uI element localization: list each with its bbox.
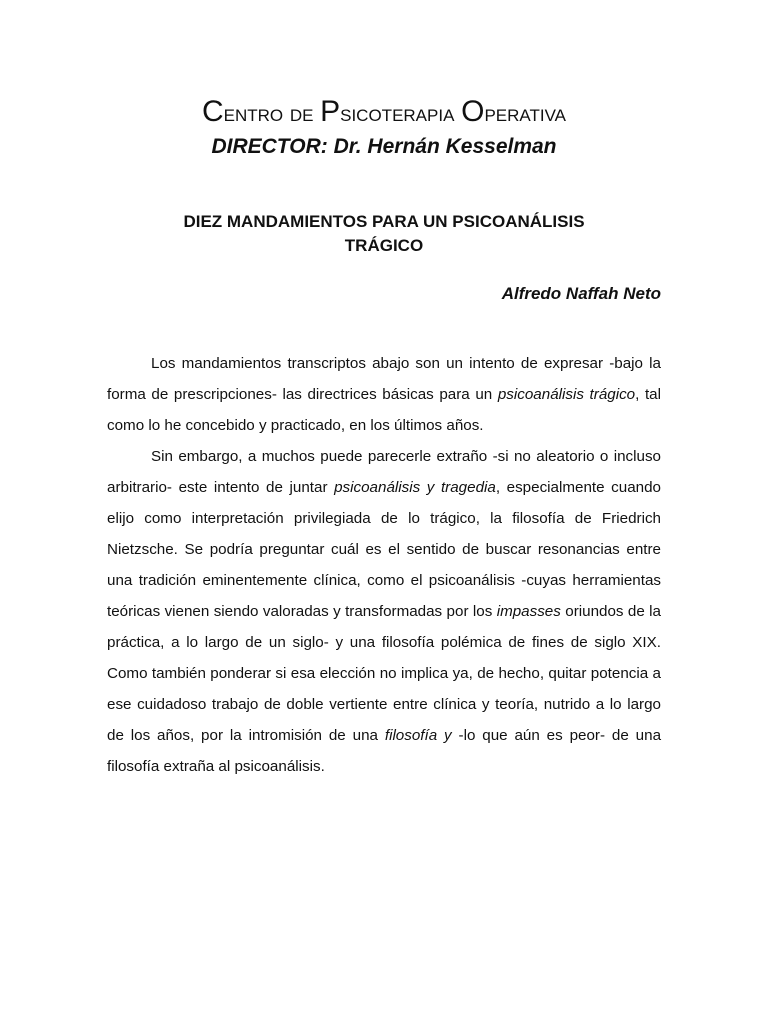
paragraph-2-emphasis-2: impasses — [496, 603, 561, 620]
paragraph-2-emphasis-1: psicoanálisis y tragedia — [334, 479, 496, 496]
body-text — [107, 348, 661, 782]
director-line: DIRECTOR: Dr. Hernán Kesselman — [211, 135, 557, 158]
org-word-1: entro de — [223, 100, 321, 127]
org-initial-o: O — [461, 95, 485, 128]
paragraph-1-text-b: , tal como lo he concebido y practicado, en los últimos años. — [107, 386, 661, 434]
article-title-line-2: TRÁGICO — [344, 236, 424, 255]
paragraph-1-text-a: Los mandamientos transcriptos abajo son un intento de expresar -bajo la forma de prescripciones- las directrices básicas para un — [107, 355, 661, 403]
paragraph-2-text-b: , especialmente cuando elijo como interpretación privilegiada de lo trágico, la filosofía de Friedrich Nietzsche. Se podría preguntar cuál es el sentido de buscar resonancias entre una tradición eminentemente clínica, como el psicoanálisis -cuyas herramientas teóricas vienen siendo valoradas y transformadas por los — [107, 479, 661, 620]
paragraph-2-text-d: -lo que aún es peor- de una filosofía extraña al psicoanálisis. — [107, 727, 662, 775]
paragraph-2 — [107, 441, 661, 782]
paragraph-2-emphasis-3: filosofía y — [384, 727, 452, 744]
paragraph-2-text-a: Sin embargo, a muchos puede parecerle extraño -si no aleatorio o incluso arbitrario- este intento de juntar — [107, 448, 661, 496]
paragraph-1-emphasis: psicoanálisis trágico — [497, 386, 636, 403]
article-title-line-1: DIEZ MANDAMIENTOS PARA UN PSICOANÁLISIS — [183, 212, 585, 231]
paragraph-1 — [107, 348, 661, 441]
organization-title — [0, 94, 768, 130]
article-title — [130, 210, 638, 258]
author-name: Alfredo Naffah Neto — [501, 284, 661, 303]
org-initial-p: P — [320, 95, 341, 128]
paragraph-2-text-c: oriundos de la práctica, a lo largo de un siglo- y una filosofía polémica de fines de siglo XIX. Como también ponderar si esa elección no implica ya, de hecho, quitar potencia a ese cuidadoso trabajo de doble vertiente entre clínica y teoría, nutrido a lo largo de los años, por la intromisión de una — [107, 603, 662, 744]
org-word-2: sicoterapia — [340, 100, 462, 127]
org-word-3: perativa — [484, 100, 567, 127]
org-initial-c: C — [201, 95, 224, 128]
